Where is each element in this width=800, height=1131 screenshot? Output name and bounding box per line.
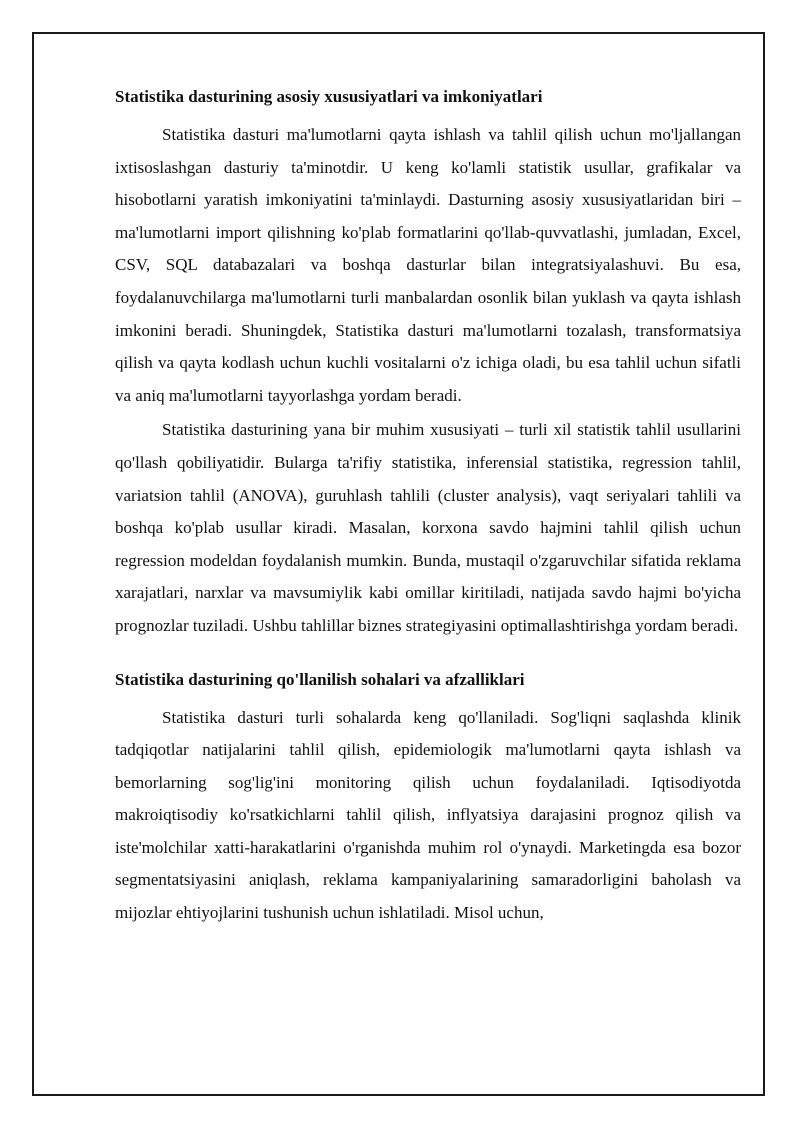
section-heading: Statistika dasturining qo'llanilish sohalari va afzalliklari bbox=[115, 669, 525, 689]
paragraph: Statistika dasturining yana bir muhim xususiyati – turli xil statistik tahlil usullarini qo'llash qobiliyatidir. Bularga ta'rifiy statistika, inferensial statistika, regression tahlil, variatsion tahlil (ANOVA), guruhlash tahlili (cluster analysis), vaqt seriyalari tahlili va boshqa ko'plab usullar kiradi. Masalan, korxona savdo hajmini tahlil qilish uchun regression modeldan foydalanish mumkin. Bunda, mustaqil o'zgaruvchilar sifatida reklama xarajatlari, narxlar va mavsumiylik kabi omillar kiritiladi, natijada savdo hajmi bo'yicha prognozlar tuziladi. Ushbu tahlillar biznes strategiyasini optimallashtirishga yordam beradi. bbox=[115, 420, 741, 635]
document-body bbox=[115, 86, 741, 923]
section-heading: Statistika dasturining asosiy xususiyatlari va imkoniyatlari bbox=[115, 87, 543, 106]
paragraph: Statistika dasturi ma'lumotlarni qayta ishlash va tahlil qilish uchun mo'ljallangan ixtisoslashgan dasturiy ta'minotdir. U keng ko'lamli statistik usullar, grafikalar va hisobotlarni yaratish imkoniyatini ta'minlaydi. Dasturning asosiy xususiyatlaridan biri – ma'lumotlarni import qilishning ko'plab formatlarini qo'llab-quvvatlashi, jumladan, Excel, CSV, SQL databazalari va boshqa dasturlar bilan integratsiyalashuvi. Bu esa, foydalanuvchilarga ma'lumotlarni turli manbalardan osonlik bilan yuklash va qayta ishlash imkonini beradi. Shuningdek, Statistika dasturi ma'lumotlarni tozalash, transformatsiya qilish va qayta kodlash uchun kuchli vositalarni o'z ichiga oladi, bu esa tahlil uchun sifatli va aniq ma'lumotlarni tayyorlashga yordam beradi. bbox=[115, 125, 741, 405]
paragraph: Statistika dasturi turli sohalarda keng qo'llaniladi. Sog'liqni saqlashda klinik tadqiqotlar natijalarini tahlil qilish, epidemiologik ma'lumotlarni qayta ishlash va bemorlarning sog'lig'ini monitoring qilish uchun foydalaniladi. Iqtisodiyotda makroiqtisodiy ko'rsatkichlarni tahlil qilish, inflyatsiya darajasini prognoz qilish va iste'molchilar xatti-harakatlarini o'rganishda muhim rol o'ynaydi. Marketingda esa bozor segmentatsiyasini aniqlash, reklama kampaniyalarining samaradorligini baholash va mijozlar ehtiyojlarini tushunish uchun ishlatiladi. Misol uchun, bbox=[115, 707, 741, 923]
